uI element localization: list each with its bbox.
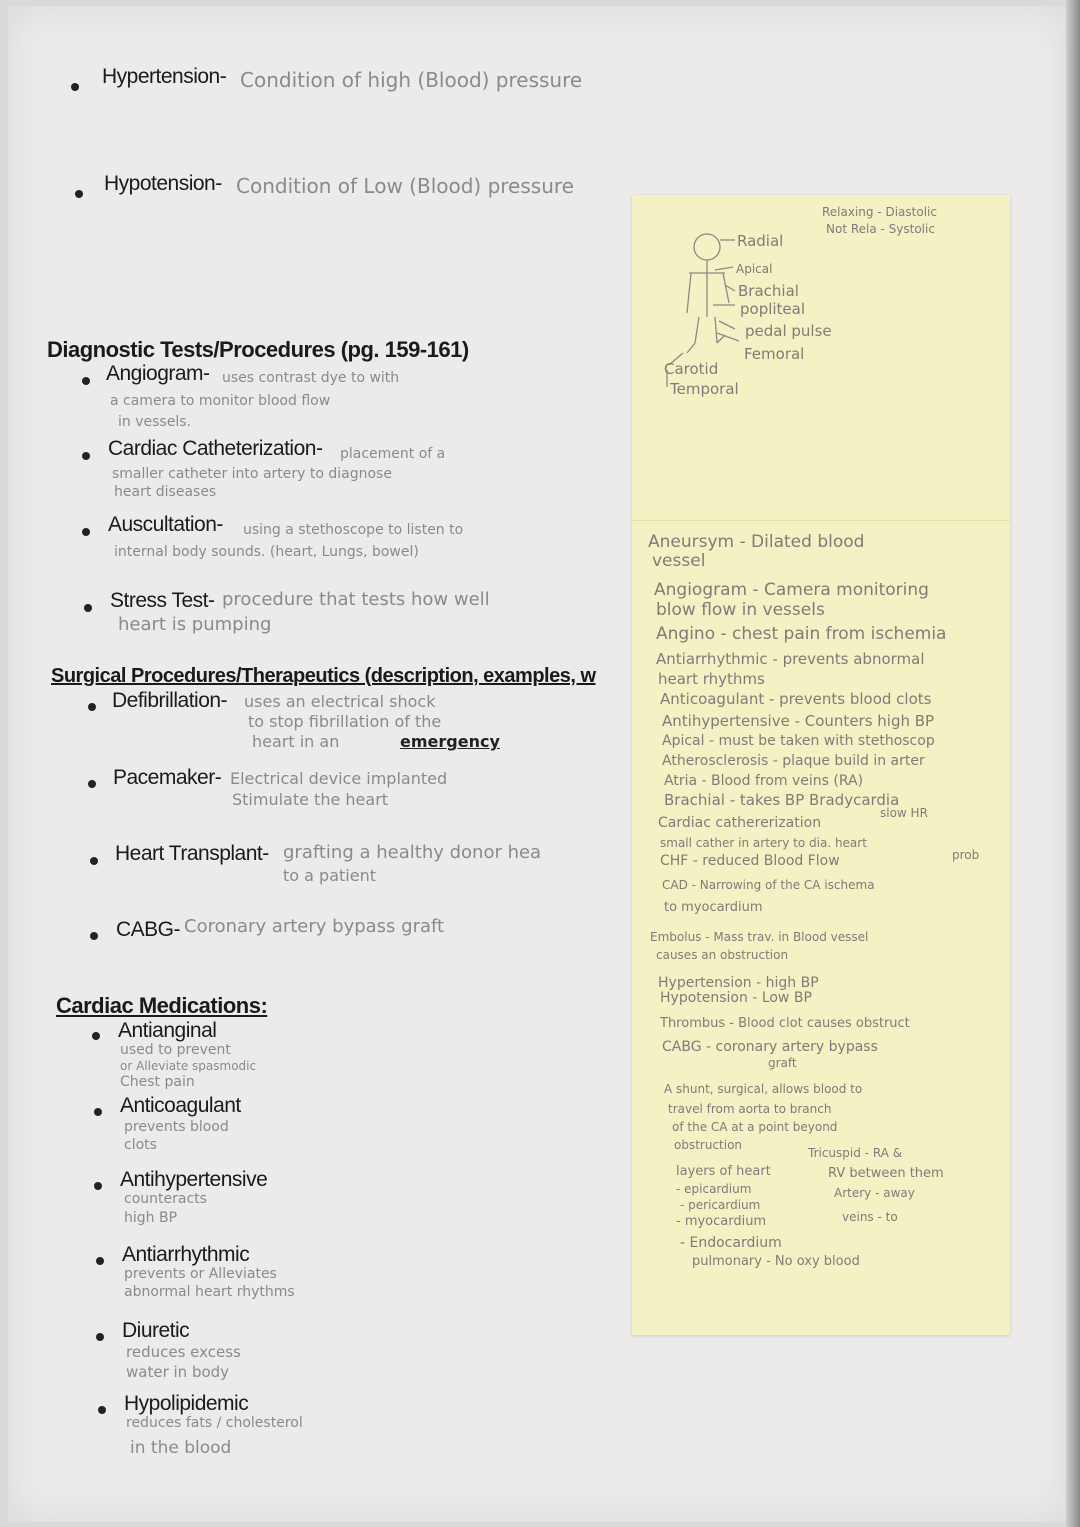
sticky-note-line: Atria - Blood from veins (RA)	[664, 773, 864, 789]
bullet	[75, 190, 83, 198]
sticky-note-line: travel from aorta to branch	[668, 1102, 832, 1116]
sticky-note-line: - myocardium	[676, 1214, 767, 1229]
sticky-note-line: - epicardium	[676, 1182, 752, 1196]
sticky-note-line: Cardiac cathererization	[658, 815, 822, 831]
sticky-note-line: Hypertension - high BP	[658, 975, 819, 991]
pulse-label: Brachial	[738, 282, 799, 300]
def-line: in vessels.	[118, 414, 191, 430]
term-angiogram: Angiogram-	[106, 362, 210, 385]
pulse-label: Radial	[737, 232, 784, 250]
sticky-note-line: Embolus - Mass trav. in Blood vessel	[650, 930, 869, 944]
def-line: heart is pumping	[118, 614, 272, 635]
bullet	[82, 528, 90, 536]
term-cabg: CABG-	[116, 918, 181, 941]
sticky-corner-note: Relaxing - Diastolic	[822, 205, 937, 219]
sticky-note-line: veins - to	[842, 1210, 898, 1224]
term-hypotension: Hypotension-	[104, 172, 222, 195]
sticky-note-line: layers of heart	[676, 1164, 771, 1179]
def-line: a camera to monitor blood flow	[110, 393, 331, 409]
def-line: abnormal heart rhythms	[124, 1284, 295, 1300]
bullet	[88, 703, 96, 711]
sticky-note-line: pulmonary - No oxy blood	[692, 1254, 860, 1269]
sticky-note-line: Aneursym - Dilated blood	[648, 532, 865, 552]
bullet	[94, 1108, 102, 1116]
def-line: to a patient	[283, 866, 376, 885]
sticky-note-line: Brachial - takes BP Bradycardia	[664, 791, 900, 809]
term-auscultation: Auscultation-	[108, 513, 223, 536]
sticky-note-line: Angiogram - Camera monitoring	[654, 580, 929, 600]
sticky-note-line: Anticoagulant - prevents blood clots	[660, 690, 932, 708]
sticky-corner-note: Not Rela - Systolic	[826, 222, 935, 236]
def-line: high BP	[124, 1210, 178, 1226]
def-line: counteracts	[124, 1191, 207, 1207]
def-line: heart diseases	[114, 484, 217, 500]
sticky-note-line: Artery - away	[834, 1186, 915, 1200]
def-line: Coronary artery bypass graft	[184, 916, 445, 937]
bullet	[84, 604, 92, 612]
def-line: using a stethoscope to listen to	[243, 522, 464, 538]
bullet	[71, 83, 79, 91]
sticky-note-line: prob	[952, 848, 980, 862]
pulse-label: pedal pulse	[745, 322, 832, 340]
sticky-note-line: CHF - reduced Blood Flow	[660, 853, 840, 869]
term-antiarrhythmic: Antiarrhythmic	[122, 1243, 250, 1266]
sticky-note-line: Angino - chest pain from ischemia	[656, 624, 947, 644]
term-pacemaker: Pacemaker-	[113, 766, 222, 789]
def-line: uses contrast dye to with	[222, 370, 400, 386]
page-edge	[1066, 0, 1080, 1527]
term-diuretic: Diuretic	[122, 1319, 190, 1342]
sticky-note-line: - pericardium	[680, 1198, 761, 1212]
term-antihypertensive: Antihypertensive	[120, 1168, 268, 1191]
sticky-note-line: to myocardium	[664, 900, 763, 915]
pulse-label: Apical	[736, 262, 773, 276]
sticky-note-line: CAD - Narrowing of the CA ischema	[662, 878, 875, 892]
sticky-note-line: CABG - coronary artery bypass	[662, 1039, 878, 1055]
bullet	[90, 932, 98, 940]
def-emphasis: emergency	[400, 732, 500, 751]
sticky-note-line: Antihypertensive - Counters high BP	[662, 712, 935, 730]
sticky-note-line: A shunt, surgical, allows blood to	[664, 1082, 863, 1096]
def-hypertension: Condition of high (Blood) pressure	[240, 68, 583, 92]
term-stress-test: Stress Test-	[110, 589, 215, 612]
sticky-note-line: Thrombus - Blood clot causes obstruct	[660, 1016, 910, 1031]
def-line: prevents or Alleviates	[124, 1266, 277, 1282]
bullet	[88, 780, 96, 788]
def-line: clots	[124, 1137, 157, 1153]
sticky-note-line: heart rhythms	[658, 670, 765, 688]
term-hypolipidemic: Hypolipidemic	[124, 1392, 249, 1415]
sticky-note-line: Apical - must be taken with stethoscop	[662, 733, 935, 749]
sticky-note-line: Tricuspid - RA &	[808, 1146, 903, 1160]
def-line: Electrical device implanted	[230, 769, 448, 788]
term-antianginal: Antianginal	[118, 1019, 217, 1042]
section-heading-diagnostic: Diagnostic Tests/Procedures (pg. 159-161)	[47, 337, 469, 362]
bullet	[96, 1333, 104, 1341]
sticky-note-line: of the CA at a point beyond	[672, 1120, 838, 1134]
term-cardiac-catheterization: Cardiac Catheterization-	[108, 437, 323, 460]
def-line: used to prevent	[120, 1042, 231, 1058]
bullet	[98, 1406, 106, 1414]
sticky-note-line: graft	[768, 1056, 797, 1070]
term-defibrillation: Defibrillation-	[112, 689, 228, 712]
sticky-note-fold	[632, 520, 1010, 521]
sticky-note-line: vessel	[652, 551, 706, 571]
sticky-note-line: obstruction	[674, 1138, 743, 1152]
bullet	[82, 452, 90, 460]
sticky-note-line: blow flow in vessels	[656, 600, 825, 620]
sticky-note-line: RV between them	[828, 1166, 944, 1181]
section-heading-surgical: Surgical Procedures/Therapeutics (description, examples, w	[51, 665, 596, 687]
def-line: reduces excess	[126, 1343, 241, 1361]
def-hypotension: Condition of Low (Blood) pressure	[236, 174, 574, 198]
pulse-label: Temporal	[670, 380, 739, 398]
def-line: in the blood	[130, 1438, 232, 1458]
def-line: Stimulate the heart	[232, 790, 389, 809]
def-line: prevents blood	[124, 1119, 229, 1135]
def-line: reduces fats / cholesterol	[126, 1415, 303, 1431]
def-line: uses an electrical shock	[244, 692, 436, 711]
def-line: procedure that tests how well	[222, 589, 490, 610]
bullet	[90, 857, 98, 865]
def-line: to stop fibrillation of the	[248, 712, 442, 731]
sticky-note-line: Atherosclerosis - plaque build in arter	[662, 753, 925, 769]
sticky-note-line: - Endocardium	[680, 1235, 782, 1251]
def-line: smaller catheter into artery to diagnose	[112, 466, 392, 482]
def-line: or Alleviate spasmodic	[120, 1059, 257, 1073]
def-line: Chest pain	[120, 1074, 195, 1090]
pulse-label: Femoral	[744, 345, 805, 363]
bullet	[92, 1032, 100, 1040]
def-line: water in body	[126, 1363, 230, 1381]
pulse-label: Carotid	[664, 360, 719, 378]
sticky-note-line: small cather in artery to dia. heart	[660, 836, 867, 850]
term-anticoagulant: Anticoagulant	[120, 1094, 241, 1117]
def-line: internal body sounds. (heart, Lungs, bowel)	[114, 544, 419, 560]
bullet	[94, 1182, 102, 1190]
bullet	[82, 377, 90, 385]
section-heading-medications: Cardiac Medications:	[56, 993, 268, 1018]
term-hypertension: Hypertension-	[102, 65, 227, 88]
def-line: placement of a	[340, 446, 446, 462]
term-heart-transplant: Heart Transplant-	[115, 842, 269, 865]
def-line: grafting a healthy donor hea	[283, 842, 542, 863]
sticky-note-line: slow HR	[880, 806, 928, 820]
sticky-note-line: Hypotension - Low BP	[660, 990, 812, 1006]
bullet	[96, 1257, 104, 1265]
sticky-note-line: causes an obstruction	[656, 948, 789, 962]
def-line: heart in an	[252, 732, 340, 751]
sticky-note-line: Antiarrhythmic - prevents abnormal	[656, 650, 925, 668]
pulse-label: popliteal	[740, 300, 806, 318]
